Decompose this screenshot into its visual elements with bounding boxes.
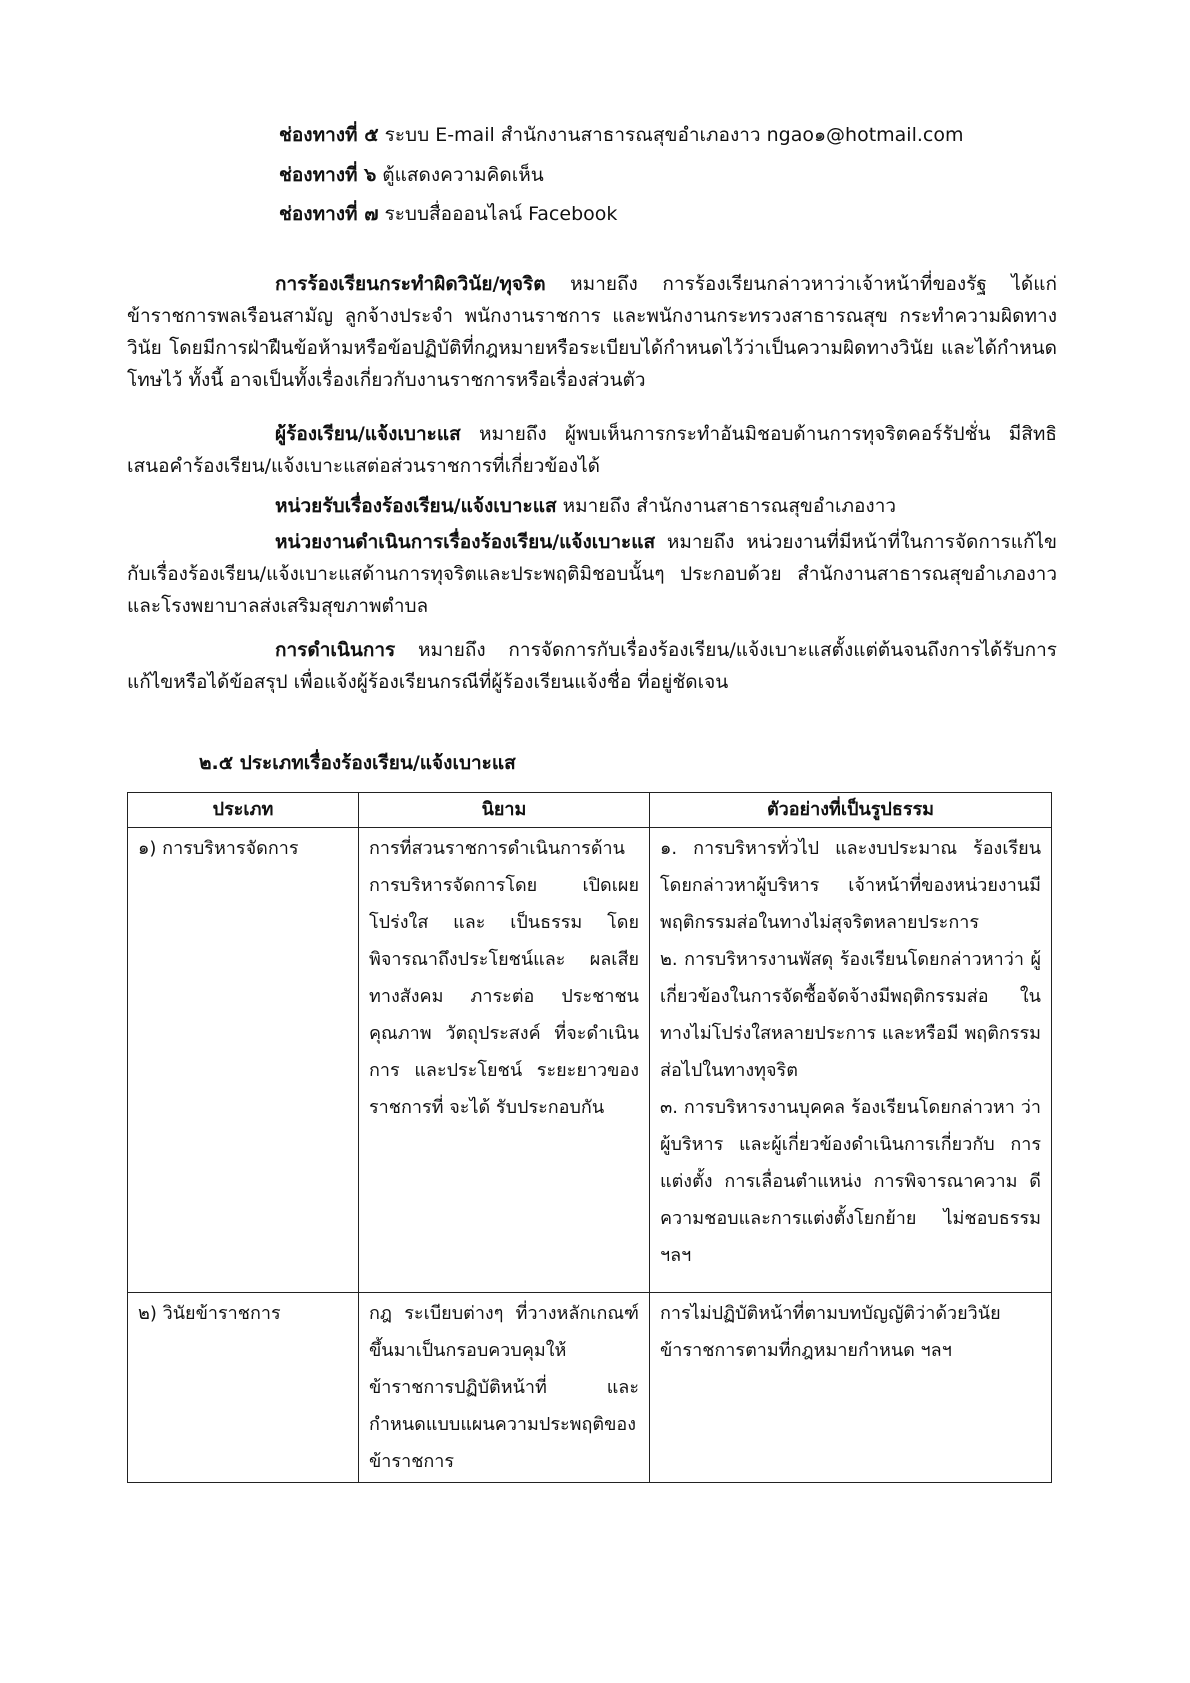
channel-text: ระบบสื่อออนไลน์ Facebook <box>378 203 618 225</box>
definition-text: หมายถึง หน่วยงานที่มีหน้าที่ในการจัดการแก้ไขกับเรื่องร้องเรียน/แจ้งเบาะแสด้านการทุจริตและประพฤติมิชอบนั้นๆ ประกอบด้วย สำนักงานสาธารณสุขอำเภองาวและโรงพยาบาลส่งเสริมสุขภาพตำบล <box>127 531 1057 617</box>
example-item: ๓. การบริหารงานบุคคล ร้องเรียนโดยกล่าวหา ว่าผู้บริหาร และผู้เกี่ยวข้องดำเนินการเกี่ยวกับ การแต่งตั้ง การเลื่อนตำแหน่ง การพิจารณาความ ดีความชอบและการแต่งตั้งโยกย้าย ไม่ชอบธรรม ฯลฯ <box>660 1097 1041 1266</box>
header-examples: ตัวอย่างที่เป็นรูปธรรม <box>650 793 1052 828</box>
definition-term: หน่วยงานดำเนินการเรื่องร้องเรียน/แจ้งเบาะแส <box>275 531 656 553</box>
table-row <box>128 1293 1052 1483</box>
definition-text: หมายถึง ผู้พบเห็นการกระทำอันมิชอบด้านการทุจริตคอร์รัปชั่น มีสิทธิ เสนอคำร้องเรียน/แจ้งเบาะแสต่อส่วนราชการที่เกี่ยวข้องได้ <box>127 423 1057 477</box>
definition-operating-unit <box>127 526 1057 622</box>
definition-misconduct <box>127 268 1057 396</box>
definition-term: การดำเนินการ <box>275 639 396 661</box>
example-item: ๑. การบริหารทั่วไป และงบประมาณ ร้องเรียน โดยกล่าวหาผู้บริหาร เจ้าหน้าที่ของหน่วยงานมี พฤติกรรมส่อในทางไม่สุจริตหลายประการ <box>660 838 1041 933</box>
definition-term: การร้องเรียนกระทำผิดวินัย/ทุจริต <box>275 273 546 295</box>
definition-term: หน่วยรับเรื่องร้องเรียน/แจ้งเบาะแส <box>275 495 557 517</box>
definition-receiving-unit <box>127 490 1057 522</box>
definition-term: ผู้ร้องเรียน/แจ้งเบาะแส <box>275 423 461 445</box>
cell-definition: กฎ ระเบียบต่างๆ ที่วางหลักเกณฑ์ขึ้นมาเป็นกรอบควบคุมให้ข้าราชการปฏิบัติหน้าที่ และกำหนดแบบแผนความประพฤติของข้าราชการ <box>359 1293 650 1483</box>
definition-text: หมายถึง สำนักงานสาธารณสุขอำเภองาว <box>556 495 897 517</box>
channel-5 <box>279 122 963 148</box>
example-item: การไม่ปฏิบัติหน้าที่ตามบทบัญญัติว่าด้วยวินัยข้าราชการตามที่กฎหมายกำหนด ฯลฯ <box>660 1303 1001 1361</box>
channel-text: ตู้แสดงความคิดเห็น <box>376 164 544 186</box>
channel-6 <box>279 162 544 188</box>
complaint-types-table <box>127 792 1052 1483</box>
cell-type: ๒) วินัยข้าราชการ <box>128 1293 359 1483</box>
cell-definition: การที่สวนราชการดำเนินการด้านการบริหารจัดการโดย เปิดเผยโปร่งใส และ เป็นธรรม โดยพิจารณาถึงประโยชน์และ ผลเสียทางสังคม ภาระต่อ ประชาชน คุณภาพ วัตถุประสงค์ ที่จะดำเนินการ และประโยชน์ ระยะยาวของราชการที่ จะได้ รับประกอบกัน <box>359 828 650 1293</box>
channel-text: ระบบ E-mail สำนักงานสาธารณสุขอำเภองาว ngao๑@hotmail.com <box>378 124 964 146</box>
cell-examples <box>650 1293 1052 1483</box>
definition-operation <box>127 634 1057 698</box>
table-row <box>128 828 1052 1293</box>
example-item: ๒. การบริหารงานพัสดุ ร้องเรียนโดยกล่าวหาว่า ผู้เกี่ยวข้องในการจัดซื้อจัดจ้างมีพฤติกรรมส่อ ในทางไม่โปร่งใสหลายประการ และหรือมี พฤติกรรมส่อไปในทางทุจริต <box>660 949 1041 1081</box>
definition-text: หมายถึง การร้องเรียนกล่าวหาว่าเจ้าหน้าที่ของรัฐ ได้แก่ ข้าราชการพลเรือนสามัญ ลูกจ้างประจำ พนักงานราชการ และพนักงานกระทรวงสาธารณสุข กระทำความผิดทางวินัย โดยมีการฝ่าฝืนข้อห้ามหรือข้อปฏิบัติที่กฎหมายหรือระเบียบได้กำหนดไว้ว่าเป็นความผิดทางวินัย และได้กำหนดโทษไว้ ทั้งนี้ อาจเป็นทั้งเรื่องเกี่ยวกับงานราชการหรือเรื่องส่วนตัว <box>127 273 1057 391</box>
table-header-row <box>128 793 1052 828</box>
section-title: ๒.๕ ประเภทเรื่องร้องเรียน/แจ้งเบาะแส <box>199 752 516 774</box>
definition-complainant <box>127 418 1057 482</box>
cell-examples <box>650 828 1052 1293</box>
channel-label: ช่องทางที่ ๕ <box>279 124 379 146</box>
cell-type: ๑) การบริหารจัดการ <box>128 828 359 1293</box>
definition-text: หมายถึง การจัดการกับเรื่องร้องเรียน/แจ้งเบาะแสตั้งแต่ต้นจนถึงการได้รับการแก้ไขหรือได้ข้อสรุป เพื่อแจ้งผู้ร้องเรียนกรณีที่ผู้ร้องเรียนแจ้งชื่อ ที่อยู่ชัดเจน <box>127 639 1057 693</box>
channel-label: ช่องทางที่ ๖ <box>279 164 377 186</box>
header-type: ประเภท <box>128 793 359 828</box>
header-definition: นิยาม <box>359 793 650 828</box>
channel-7 <box>279 201 617 227</box>
channel-label: ช่องทางที่ ๗ <box>279 203 379 225</box>
